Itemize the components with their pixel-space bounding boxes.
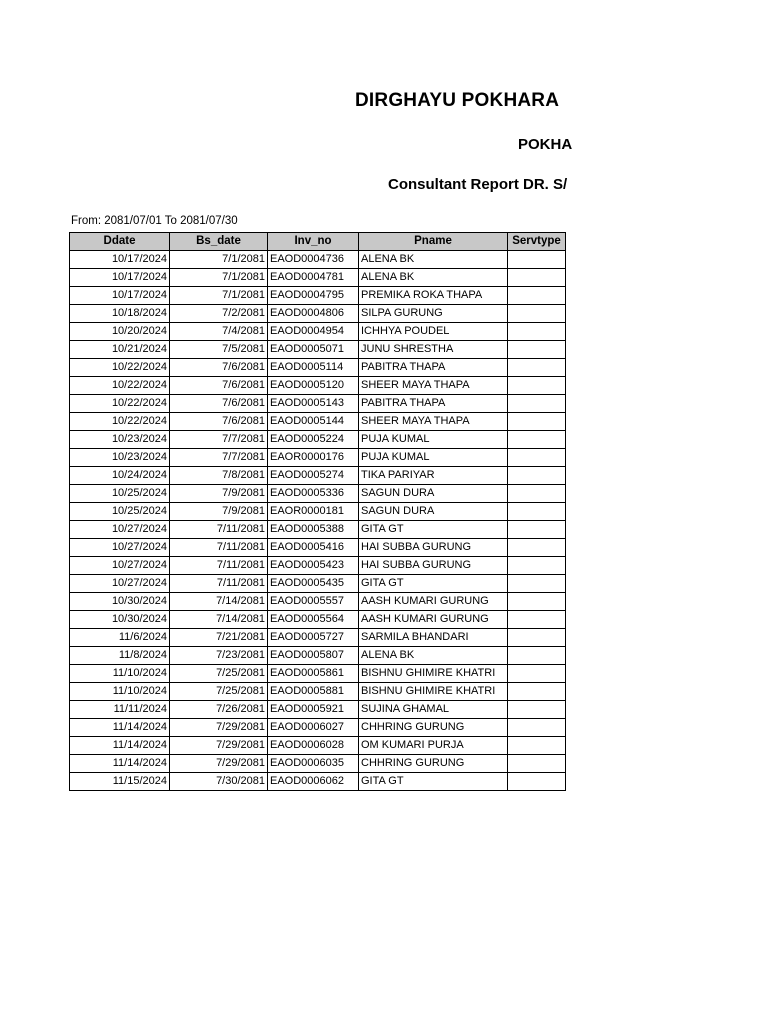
cell-servtype [508, 719, 566, 737]
table-row [70, 629, 566, 647]
cell-bs-date: 7/7/2081 [170, 431, 268, 449]
cell-bs-date: 7/4/2081 [170, 323, 268, 341]
table-row [70, 413, 566, 431]
table-row [70, 503, 566, 521]
table-row [70, 593, 566, 611]
table-row [70, 665, 566, 683]
location-title: POKHA [518, 136, 573, 153]
cell-servtype [508, 467, 566, 485]
cell-inv-no: EAOD0005435 [268, 575, 359, 593]
table-row [70, 323, 566, 341]
table-row [70, 611, 566, 629]
cell-inv-no: EAOD0006028 [268, 737, 359, 755]
cell-pname: OM KUMARI PURJA [359, 737, 508, 755]
cell-inv-no: EAOD0005120 [268, 377, 359, 395]
cell-pname: GITA GT [359, 773, 508, 791]
table-row [70, 647, 566, 665]
cell-inv-no: EAOD0005807 [268, 647, 359, 665]
cell-inv-no: EAOD0004806 [268, 305, 359, 323]
cell-pname: PABITRA THAPA [359, 395, 508, 413]
cell-ddate: 10/17/2024 [70, 287, 170, 305]
table-row [70, 683, 566, 701]
cell-inv-no: EAOD0005861 [268, 665, 359, 683]
cell-inv-no: EAOD0005144 [268, 413, 359, 431]
cell-pname: CHHRING GURUNG [359, 719, 508, 737]
cell-ddate: 10/25/2024 [70, 485, 170, 503]
table-row [70, 251, 566, 269]
cell-servtype [508, 251, 566, 269]
cell-ddate: 10/27/2024 [70, 539, 170, 557]
table-row [70, 431, 566, 449]
table-header-row [70, 233, 566, 251]
column-header-servtype: Servtype [508, 233, 566, 251]
cell-inv-no: EAOD0005336 [268, 485, 359, 503]
cell-servtype [508, 395, 566, 413]
cell-inv-no: EAOD0005114 [268, 359, 359, 377]
cell-ddate: 11/6/2024 [70, 629, 170, 647]
cell-bs-date: 7/11/2081 [170, 539, 268, 557]
column-header-ddate: Ddate [70, 233, 170, 251]
cell-bs-date: 7/25/2081 [170, 683, 268, 701]
cell-bs-date: 7/11/2081 [170, 575, 268, 593]
cell-inv-no: EAOD0005224 [268, 431, 359, 449]
cell-servtype [508, 737, 566, 755]
date-range: From: 2081/07/01 To 2081/07/30 [71, 215, 238, 227]
cell-inv-no: EAOD0006027 [268, 719, 359, 737]
cell-inv-no: EAOD0005881 [268, 683, 359, 701]
cell-pname: SAGUN DURA [359, 503, 508, 521]
cell-ddate: 11/15/2024 [70, 773, 170, 791]
cell-bs-date: 7/26/2081 [170, 701, 268, 719]
table-row [70, 539, 566, 557]
cell-servtype [508, 323, 566, 341]
cell-ddate: 11/14/2024 [70, 737, 170, 755]
cell-pname: SHEER MAYA THAPA [359, 377, 508, 395]
cell-pname: PABITRA THAPA [359, 359, 508, 377]
table-row [70, 557, 566, 575]
cell-bs-date: 7/1/2081 [170, 287, 268, 305]
consultant-table [69, 232, 566, 791]
cell-ddate: 10/23/2024 [70, 449, 170, 467]
cell-ddate: 10/18/2024 [70, 305, 170, 323]
cell-bs-date: 7/11/2081 [170, 521, 268, 539]
cell-inv-no: EAOD0004781 [268, 269, 359, 287]
cell-ddate: 11/14/2024 [70, 755, 170, 773]
cell-bs-date: 7/29/2081 [170, 719, 268, 737]
table-row [70, 269, 566, 287]
cell-pname: JUNU SHRESTHA [359, 341, 508, 359]
table-row [70, 755, 566, 773]
cell-inv-no: EAOD0005143 [268, 395, 359, 413]
table-row [70, 449, 566, 467]
cell-inv-no: EAOR0000176 [268, 449, 359, 467]
cell-pname: PUJA KUMAL [359, 431, 508, 449]
cell-pname: GITA GT [359, 521, 508, 539]
cell-bs-date: 7/29/2081 [170, 755, 268, 773]
cell-servtype [508, 431, 566, 449]
cell-servtype [508, 485, 566, 503]
cell-inv-no: EAOD0005423 [268, 557, 359, 575]
cell-servtype [508, 683, 566, 701]
cell-pname: SUJINA GHAMAL [359, 701, 508, 719]
table-row [70, 305, 566, 323]
cell-servtype [508, 665, 566, 683]
cell-bs-date: 7/11/2081 [170, 557, 268, 575]
report-title: Consultant Report DR. S/ [388, 176, 568, 193]
cell-bs-date: 7/6/2081 [170, 413, 268, 431]
cell-ddate: 10/27/2024 [70, 521, 170, 539]
cell-inv-no: EAOD0005388 [268, 521, 359, 539]
cell-inv-no: EAOR0000181 [268, 503, 359, 521]
cell-bs-date: 7/21/2081 [170, 629, 268, 647]
cell-bs-date: 7/1/2081 [170, 251, 268, 269]
cell-servtype [508, 521, 566, 539]
column-header-bs-date: Bs_date [170, 233, 268, 251]
cell-servtype [508, 773, 566, 791]
cell-pname: SAGUN DURA [359, 485, 508, 503]
column-header-inv-no: Inv_no [268, 233, 359, 251]
cell-pname: ALENA BK [359, 251, 508, 269]
cell-inv-no: EAOD0005274 [268, 467, 359, 485]
cell-inv-no: EAOD0006035 [268, 755, 359, 773]
cell-inv-no: EAOD0004795 [268, 287, 359, 305]
table-row [70, 359, 566, 377]
cell-ddate: 10/20/2024 [70, 323, 170, 341]
table-row [70, 287, 566, 305]
cell-pname: GITA GT [359, 575, 508, 593]
cell-pname: PUJA KUMAL [359, 449, 508, 467]
cell-inv-no: EAOD0005727 [268, 629, 359, 647]
cell-bs-date: 7/30/2081 [170, 773, 268, 791]
cell-ddate: 10/22/2024 [70, 395, 170, 413]
cell-ddate: 10/30/2024 [70, 611, 170, 629]
cell-bs-date: 7/23/2081 [170, 647, 268, 665]
cell-bs-date: 7/7/2081 [170, 449, 268, 467]
table-row [70, 467, 566, 485]
cell-bs-date: 7/8/2081 [170, 467, 268, 485]
cell-bs-date: 7/6/2081 [170, 395, 268, 413]
cell-servtype [508, 359, 566, 377]
cell-inv-no: EAOD0005416 [268, 539, 359, 557]
cell-servtype [508, 755, 566, 773]
table-row [70, 377, 566, 395]
cell-inv-no: EAOD0005071 [268, 341, 359, 359]
cell-bs-date: 7/5/2081 [170, 341, 268, 359]
cell-bs-date: 7/14/2081 [170, 611, 268, 629]
cell-inv-no: EAOD0004736 [268, 251, 359, 269]
cell-pname: PREMIKA ROKA THAPA [359, 287, 508, 305]
table-row [70, 737, 566, 755]
table-row [70, 773, 566, 791]
cell-inv-no: EAOD0005557 [268, 593, 359, 611]
table-body [70, 251, 566, 791]
table-row [70, 575, 566, 593]
cell-pname: SHEER MAYA THAPA [359, 413, 508, 431]
cell-bs-date: 7/9/2081 [170, 485, 268, 503]
cell-pname: ALENA BK [359, 269, 508, 287]
cell-pname: HAI SUBBA GURUNG [359, 539, 508, 557]
cell-bs-date: 7/2/2081 [170, 305, 268, 323]
cell-ddate: 11/8/2024 [70, 647, 170, 665]
cell-pname: TIKA PARIYAR [359, 467, 508, 485]
cell-inv-no: EAOD0005564 [268, 611, 359, 629]
cell-servtype [508, 575, 566, 593]
cell-bs-date: 7/9/2081 [170, 503, 268, 521]
cell-bs-date: 7/6/2081 [170, 359, 268, 377]
table-row [70, 341, 566, 359]
cell-ddate: 10/27/2024 [70, 557, 170, 575]
cell-ddate: 10/24/2024 [70, 467, 170, 485]
cell-pname: CHHRING GURUNG [359, 755, 508, 773]
cell-ddate: 10/23/2024 [70, 431, 170, 449]
cell-bs-date: 7/29/2081 [170, 737, 268, 755]
column-header-pname: Pname [359, 233, 508, 251]
cell-ddate: 10/22/2024 [70, 413, 170, 431]
cell-ddate: 11/10/2024 [70, 665, 170, 683]
cell-servtype [508, 287, 566, 305]
table-row [70, 395, 566, 413]
cell-ddate: 10/17/2024 [70, 251, 170, 269]
cell-servtype [508, 449, 566, 467]
cell-inv-no: EAOD0006062 [268, 773, 359, 791]
cell-bs-date: 7/14/2081 [170, 593, 268, 611]
cell-servtype [508, 593, 566, 611]
cell-pname: SARMILA BHANDARI [359, 629, 508, 647]
cell-ddate: 10/22/2024 [70, 359, 170, 377]
cell-ddate: 10/22/2024 [70, 377, 170, 395]
cell-servtype [508, 539, 566, 557]
cell-servtype [508, 503, 566, 521]
table-row [70, 521, 566, 539]
cell-servtype [508, 413, 566, 431]
cell-ddate: 11/11/2024 [70, 701, 170, 719]
cell-ddate: 11/10/2024 [70, 683, 170, 701]
cell-servtype [508, 701, 566, 719]
cell-ddate: 10/21/2024 [70, 341, 170, 359]
cell-servtype [508, 305, 566, 323]
cell-ddate: 10/17/2024 [70, 269, 170, 287]
cell-bs-date: 7/6/2081 [170, 377, 268, 395]
cell-ddate: 11/14/2024 [70, 719, 170, 737]
cell-bs-date: 7/25/2081 [170, 665, 268, 683]
cell-servtype [508, 611, 566, 629]
table-row [70, 719, 566, 737]
cell-servtype [508, 377, 566, 395]
hospital-name: DIRGHAYU POKHARA [355, 90, 560, 111]
table-row [70, 485, 566, 503]
cell-pname: AASH KUMARI GURUNG [359, 593, 508, 611]
cell-servtype [508, 647, 566, 665]
cell-inv-no: EAOD0004954 [268, 323, 359, 341]
cell-bs-date: 7/1/2081 [170, 269, 268, 287]
cell-servtype [508, 269, 566, 287]
cell-pname: ICHHYA POUDEL [359, 323, 508, 341]
cell-pname: ALENA BK [359, 647, 508, 665]
cell-servtype [508, 629, 566, 647]
cell-pname: HAI SUBBA GURUNG [359, 557, 508, 575]
cell-pname: SILPA GURUNG [359, 305, 508, 323]
cell-inv-no: EAOD0005921 [268, 701, 359, 719]
cell-servtype [508, 341, 566, 359]
table-row [70, 701, 566, 719]
cell-servtype [508, 557, 566, 575]
cell-ddate: 10/30/2024 [70, 593, 170, 611]
cell-pname: BISHNU GHIMIRE KHATRI [359, 683, 508, 701]
cell-ddate: 10/25/2024 [70, 503, 170, 521]
cell-ddate: 10/27/2024 [70, 575, 170, 593]
cell-pname: BISHNU GHIMIRE KHATRI [359, 665, 508, 683]
cell-pname: AASH KUMARI GURUNG [359, 611, 508, 629]
